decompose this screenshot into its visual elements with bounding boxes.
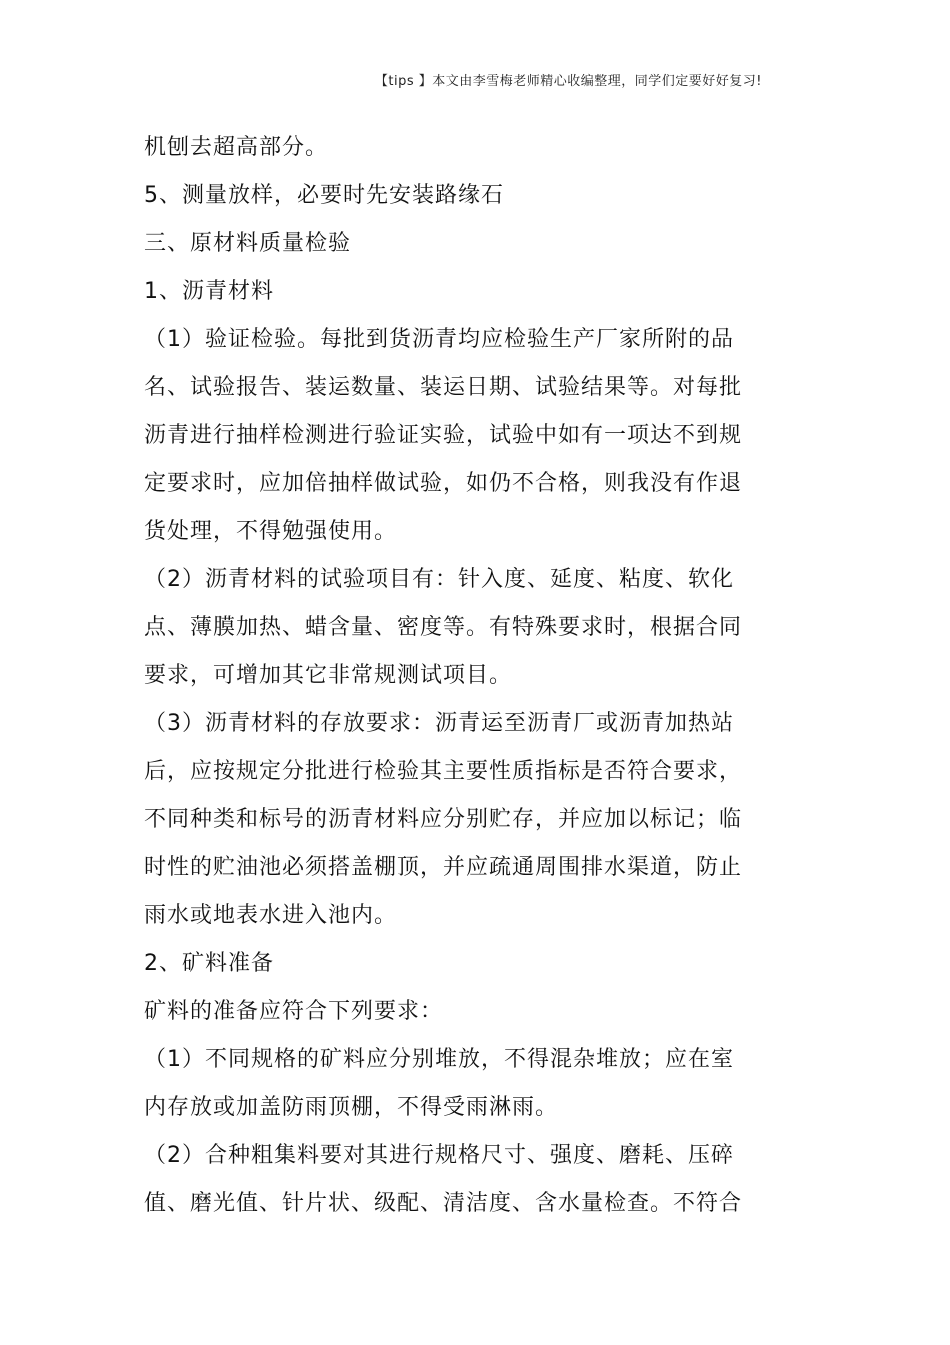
- text-line: 矿料的准备应符合下列要求：: [144, 999, 444, 1024]
- text-line: （3）沥青材料的存放要求：沥青运至沥青厂或沥青加热站: [144, 711, 734, 736]
- text-line: 沥青进行抽样检测进行验证实验，试验中如有一项达不到规: [144, 423, 743, 448]
- text-line: （2）沥青材料的试验项目有：针入度、延度、粘度、软化: [144, 567, 734, 592]
- text-line: 定要求时，应加倍抽样做试验，如仍不合格，则我没有作退: [144, 471, 743, 496]
- document-body: [144, 124, 744, 1228]
- text-line: 不同种类和标号的沥青材料应分别贮存，并应加以标记；临: [144, 807, 743, 832]
- text-line: 机刨去超高部分。: [144, 135, 329, 160]
- text-line: 货处理，不得勉强使用。: [144, 519, 398, 544]
- text-line: 要求，可增加其它非常规测试项目。: [144, 663, 513, 688]
- text-line: 5、测量放样，必要时先安装路缘石: [144, 183, 504, 208]
- subsection-heading: 2、矿料准备: [144, 951, 274, 976]
- text-line: 后，应按规定分批进行检验其主要性质指标是否符合要求，: [144, 759, 743, 784]
- text-line: （1）验证检验。每批到货沥青均应检验生产厂家所附的品: [144, 327, 734, 352]
- section-heading: 三、原材料质量检验: [144, 231, 352, 256]
- text-line: 点、薄膜加热、蜡含量、密度等。有特殊要求时，根据合同: [144, 615, 743, 640]
- subsection-heading: 1、沥青材料: [144, 279, 274, 304]
- text-line: （2）合种粗集料要对其进行规格尺寸、强度、磨耗、压碎: [144, 1143, 734, 1168]
- text-line: （1）不同规格的矿料应分别堆放，不得混杂堆放；应在室: [144, 1047, 734, 1072]
- text-line: 雨水或地表水进入池内。: [144, 903, 398, 928]
- text-line: 值、磨光值、针片状、级配、清洁度、含水量检查。不符合: [144, 1191, 743, 1216]
- header-tip-note: 【tips 】本文由李雪梅老师精心收编整理，同学们定要好好复习!: [374, 74, 762, 89]
- text-line: 时性的贮油池必须搭盖棚顶，并应疏通周围排水渠道，防止: [144, 855, 743, 880]
- text-line: 名、试验报告、装运数量、装运日期、试验结果等。对每批: [144, 375, 743, 400]
- text-line: 内存放或加盖防雨顶棚，不得受雨淋雨。: [144, 1095, 559, 1120]
